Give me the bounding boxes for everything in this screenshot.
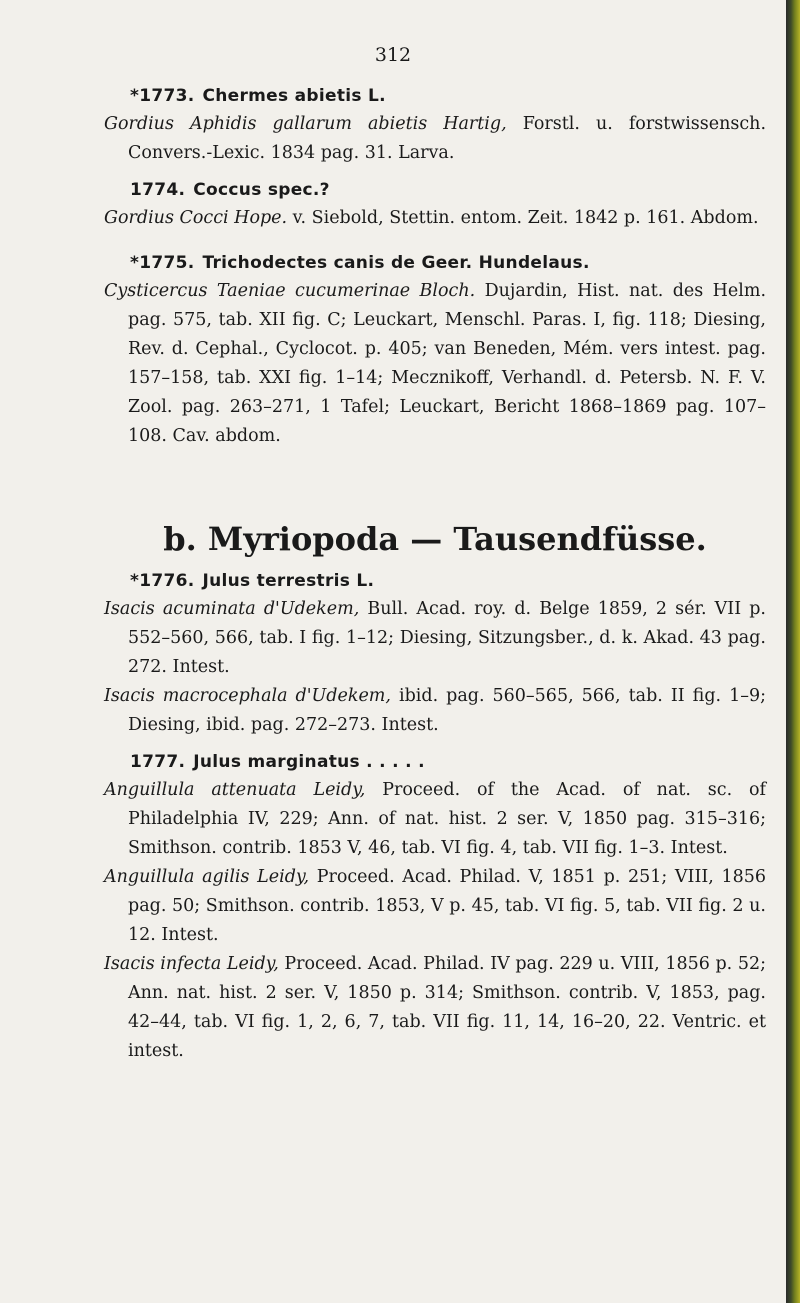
reference [104,204,766,233]
entry-species: Chermes abietis L. [202,86,386,106]
reference-taxon: Isacis acuminata d'Udekem, [104,599,360,619]
entry-species: Julus terrestris L. [202,571,375,591]
entry-1777 [104,748,766,1066]
reference-citation: Proceed. of the Acad. of nat. sc. of Philadelphia IV, 229; Ann. of nat. hist. 2 ser. V, 1850 pag. 315–316; Smithson. contrib. 1853 V, 46, tab. VI fig. 4, tab. VII fig. 1–3. Intest. [128,780,767,858]
reference [104,110,766,168]
reference-taxon: Isacis infecta Leidy, [104,954,279,974]
entry-1773 [104,82,766,168]
entry-number: *1773. [130,86,195,106]
entry-heading [104,176,766,204]
entry-species: Coccus spec.? [193,180,330,200]
reference-citation: v. Siebold, Stettin. entom. Zeit. 1842 p. 161. Abdom. [287,208,759,228]
section-heading [104,519,766,559]
reference-citation: Proceed. Acad. Philad. V, 1851 p. 251; VIII, 1856 pag. 50; Smithson. contrib. 1853, V p. 45, tab. VI fig. 5, tab. VII fig. 2 u. 12. Intest. [128,867,767,945]
reference-citation: Proceed. Acad. Philad. IV pag. 229 u. VIII, 1856 p. 52; Ann. nat. hist. 2 ser. V, 1850 p. 314; Smithson. contrib. V, 1853, pag. 42–44, tab. VI fig. 1, 2, 6, 7, tab. VII fig. 11, 14, 16–20, 22. Ventric. et intest. [128,954,766,1061]
entry-number: 1774. [130,180,186,200]
reference [104,277,766,451]
book-binding-edge [786,0,800,1303]
reference-taxon: Anguillula agilis Leidy, [104,867,310,887]
reference-citation: ibid. pag. 560–565, 566, tab. II fig. 1–9; Diesing, ibid. pag. 272–273. Intest. [128,686,766,735]
reference [104,950,766,1066]
entry-heading [104,748,766,776]
reference-taxon: Cysticercus Taeniae cucumerinae Bloch. [104,281,476,301]
reference [104,682,766,740]
entry-1774 [104,176,766,233]
entry-species: Trichodectes canis de Geer. Hundelaus. [202,253,590,273]
page-number: 312 [374,44,412,66]
reference [104,863,766,950]
section-letter: b. [163,520,197,558]
entry-number: *1776. [130,571,195,591]
section-title-text: Myriopoda — Tausendfüsse. [207,520,707,558]
reference [104,776,766,863]
reference-citation: Forstl. u. forstwissensch. Convers.-Lexic. 1834 pag. 31. Larva. [128,114,767,163]
reference-taxon: Gordius Aphidis gallarum abietis Hartig, [104,114,507,134]
reference-citation: Bull. Acad. roy. d. Belge 1859, 2 sér. VII p. 552–560, 566, tab. I fig. 1–12; Diesing, Sitzungsber., d. k. Akad. 43 pag. 272. Intest. [128,599,766,677]
entry-1775 [104,249,766,451]
page-content [104,82,766,1066]
entry-species: Julus marginatus . . . . . [193,752,425,772]
entry-number: *1775. [130,253,195,273]
entry-heading [104,82,766,110]
entry-heading [104,567,766,595]
reference [104,595,766,682]
reference-taxon: Gordius Cocci Hope. [104,208,288,228]
entry-1776 [104,567,766,740]
entry-heading [104,249,766,277]
reference-taxon: Anguillula attenuata Leidy, [104,780,366,800]
reference-citation: Dujardin, Hist. nat. des Helm. pag. 575, tab. XII fig. C; Leuckart, Menschl. Paras. I, fig. 118; Diesing, Rev. d. Cephal., Cyclocot. p. 405; van Beneden, Mém. vers intest. pag. 157–158, tab. XXI fig. 1–14; Mecznikoff, Verhandl. d. Petersb. N. F. V. Zool. pag. 263–271, 1 Tafel; Leuckart, Bericht 1868–1869 pag. 107–108. Cav. abdom. [128,281,767,446]
entry-number: 1777. [130,752,186,772]
reference-taxon: Isacis macrocephala d'Udekem, [104,686,391,706]
